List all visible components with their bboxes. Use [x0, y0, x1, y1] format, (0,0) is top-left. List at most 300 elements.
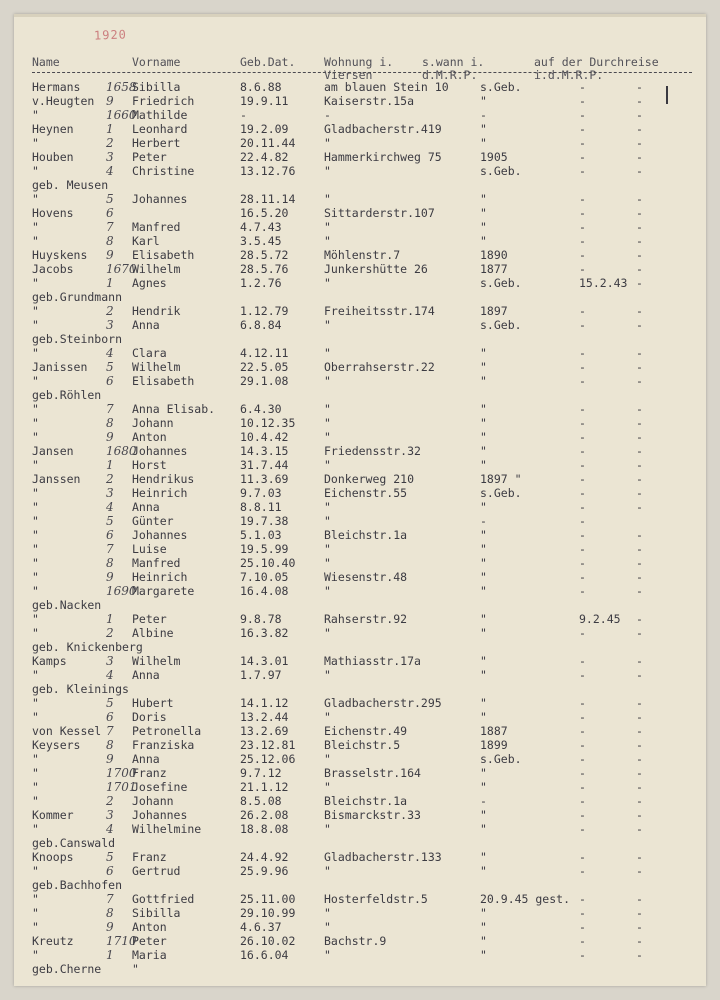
cell-birthdate: 25.11.00: [240, 892, 296, 906]
cell-transit-1: -: [579, 150, 586, 164]
cell-number: 8: [106, 738, 114, 752]
cell-vorname: Johannes: [132, 528, 188, 542]
table-row: [14, 570, 706, 584]
cell-transit-2: -: [636, 584, 643, 598]
cell-vorname: Wilhelm: [132, 654, 181, 668]
cell-transit-2: -: [636, 276, 643, 290]
cell-vorname: Mathilde: [132, 108, 188, 122]
cell-since: s.Geb.: [480, 80, 522, 94]
cell-birthdate: 16.3.82: [240, 626, 289, 640]
cell-transit-1: -: [579, 262, 586, 276]
cell-name: ": [32, 556, 39, 570]
cell-transit-1: -: [579, 570, 586, 584]
table-row: [14, 626, 706, 640]
cell-transit-2: -: [636, 402, 643, 416]
cell-transit-2: -: [636, 822, 643, 836]
cell-address: ": [324, 402, 331, 416]
cell-name: ": [32, 164, 39, 178]
cell-name: Janissen: [32, 360, 88, 374]
cell-transit-2: -: [636, 612, 643, 626]
cell-address: ": [324, 430, 331, 444]
cell-birthdate: 1.7.97: [240, 668, 282, 682]
cell-name: ": [32, 304, 39, 318]
header-underline: [32, 72, 692, 73]
cell-transit-1: -: [579, 696, 586, 710]
cell-address: ": [324, 542, 331, 556]
header-seit-line2: d.M.R.P.: [422, 68, 478, 82]
cell-birthdate: 26.10.02: [240, 934, 296, 948]
cell-since: ": [480, 668, 487, 682]
cell-since: 1877: [480, 262, 508, 276]
cell-number: 1660: [106, 108, 137, 122]
cell-vorname: Anna: [132, 318, 160, 332]
cell-number: 1700: [106, 766, 137, 780]
cell-transit-2: -: [636, 556, 643, 570]
cell-since: ": [480, 374, 487, 388]
cell-address: Bleichstr.5: [324, 738, 401, 752]
cell-vorname: Hubert: [132, 696, 174, 710]
cell-address: ": [324, 752, 331, 766]
cell-birthdate: 8.8.11: [240, 500, 282, 514]
cell-since: ": [480, 864, 487, 878]
cell-vorname: Sibilla: [132, 80, 181, 94]
cell-transit-2: -: [636, 458, 643, 472]
table-row: [14, 850, 706, 864]
cell-vorname: Elisabeth: [132, 248, 195, 262]
table-row: [14, 122, 706, 136]
cell-name: Keysers: [32, 738, 81, 752]
cell-since: ": [480, 780, 487, 794]
table-row: [14, 584, 706, 598]
cell-since: s.Geb.: [480, 164, 522, 178]
cell-birthdate: 4.12.11: [240, 346, 289, 360]
cell-transit-2: -: [636, 318, 643, 332]
cell-vorname: Heinrich: [132, 570, 188, 584]
cell-birthdate: 14.3.15: [240, 444, 289, 458]
cell-since: ": [480, 360, 487, 374]
cell-name: ": [32, 892, 39, 906]
cell-transit-2: -: [636, 444, 643, 458]
cell-transit-1: -: [579, 444, 586, 458]
cell-transit-1: -: [579, 514, 586, 528]
cell-since: s.Geb.: [480, 276, 522, 290]
table-row: [14, 262, 706, 276]
cell-birthdate: 9.7.03: [240, 486, 282, 500]
cell-since: ": [480, 444, 487, 458]
cell-transit-1: -: [579, 318, 586, 332]
table-row: [14, 528, 706, 542]
cell-name: Kamps: [32, 654, 67, 668]
cell-number: 5: [106, 514, 114, 528]
cell-transit-1: -: [579, 752, 586, 766]
cell-transit-2: -: [636, 262, 643, 276]
cell-birthdate: 13.2.69: [240, 724, 289, 738]
cell-number: 9: [106, 752, 114, 766]
cell-address: ": [324, 920, 331, 934]
cell-address: Oberrahserstr.22: [324, 360, 435, 374]
table-row: [14, 934, 706, 948]
cell-number: 7: [106, 220, 114, 234]
header-wohnung-line2: Viersen: [324, 68, 373, 82]
cell-vorname: Herbert: [132, 136, 181, 150]
cell-address: Gladbacherstr.133: [324, 850, 442, 864]
cell-number: 5: [106, 192, 114, 206]
cell-transit-2: -: [636, 906, 643, 920]
cell-transit-2: -: [636, 500, 643, 514]
cell-transit-1: -: [579, 948, 586, 962]
cell-vorname: Anna: [132, 668, 160, 682]
cell-vorname: Anton: [132, 920, 167, 934]
cell-vorname: Johann: [132, 416, 174, 430]
cell-transit-2: -: [636, 892, 643, 906]
cell-vorname: Franz: [132, 766, 167, 780]
cell-birthdate: 6.4.30: [240, 402, 282, 416]
cell-address: ": [324, 276, 331, 290]
cell-name: Janssen: [32, 472, 81, 486]
cell-since: ": [480, 906, 487, 920]
cell-number: 7: [106, 892, 114, 906]
cell-name: ": [32, 948, 39, 962]
cell-number: 1680: [106, 444, 137, 458]
cell-since: ": [480, 766, 487, 780]
cell-vorname: Luise: [132, 542, 167, 556]
cell-vorname: Horst: [132, 458, 167, 472]
cell-address: Mathiasstr.17a: [324, 654, 421, 668]
cell-transit-2: -: [636, 234, 643, 248]
table-row: [14, 220, 706, 234]
table-row: [14, 752, 706, 766]
cell-transit-1: 9.2.45: [579, 612, 621, 626]
cell-since: -: [480, 794, 487, 808]
cell-address: Hosterfeldstr.5: [324, 892, 428, 906]
cell-vorname: Wilhelmine: [132, 822, 202, 836]
cell-since: 1899: [480, 738, 508, 752]
cell-transit-2: -: [636, 920, 643, 934]
cell-number: 8: [106, 556, 114, 570]
cell-transit-2: -: [636, 416, 643, 430]
cell-name: Houben: [32, 150, 74, 164]
cell-address: Hammerkirchweg 75: [324, 150, 442, 164]
cell-transit-2: -: [636, 136, 643, 150]
document-sheet: [14, 14, 706, 986]
cell-address: Gladbacherstr.295: [324, 696, 442, 710]
cell-transit-1: -: [579, 80, 586, 94]
cell-transit-1: -: [579, 864, 586, 878]
cell-transit-1: -: [579, 668, 586, 682]
cell-number: 3: [106, 150, 114, 164]
cell-transit-1: -: [579, 500, 586, 514]
cell-address: ": [324, 318, 331, 332]
cell-address: ": [324, 710, 331, 724]
table-row: [14, 906, 706, 920]
table-row: [14, 248, 706, 262]
cell-transit-1: -: [579, 738, 586, 752]
cell-number: 9: [106, 430, 114, 444]
cell-transit-1: -: [579, 192, 586, 206]
cell-vorname: Franziska: [132, 738, 195, 752]
cell-name: Huyskens: [32, 248, 88, 262]
cell-since: ": [480, 654, 487, 668]
cell-name: ": [32, 794, 39, 808]
cell-birthdate: 19.7.38: [240, 514, 289, 528]
cell-birthdate: 5.1.03: [240, 528, 282, 542]
cell-address: Donkerweg 210: [324, 472, 415, 486]
cell-birthdate: 19.9.11: [240, 94, 289, 108]
cell-transit-2: -: [636, 374, 643, 388]
cell-since: ": [480, 122, 487, 136]
cell-transit-2: -: [636, 808, 643, 822]
cell-birthdate: 25.12.06: [240, 752, 296, 766]
cell-since: 1905: [480, 150, 508, 164]
cell-since: ": [480, 934, 487, 948]
cell-number: 4: [106, 346, 114, 360]
cell-vorname: Anna: [132, 752, 160, 766]
header-durchreise-line1: auf der Durchreise: [534, 55, 659, 69]
cell-vorname: Manfred: [132, 220, 181, 234]
cell-name: ": [32, 458, 39, 472]
cell-birthdate: 23.12.81: [240, 738, 296, 752]
cell-number: 3: [106, 486, 114, 500]
cell-number: 2: [106, 626, 114, 640]
cell-since: ": [480, 556, 487, 570]
table-row: [14, 542, 706, 556]
cell-transit-2: -: [636, 668, 643, 682]
maiden-name-row: [14, 836, 706, 850]
cell-name: ": [32, 766, 39, 780]
cell-transit-1: -: [579, 906, 586, 920]
cell-since: ": [480, 346, 487, 360]
cell-transit-1: -: [579, 780, 586, 794]
cell-number: 3: [106, 654, 114, 668]
cell-vorname: Johannes: [132, 808, 188, 822]
cell-ditto: ": [132, 962, 139, 976]
cell-transit-1: -: [579, 206, 586, 220]
cell-birthdate: 22.4.82: [240, 150, 289, 164]
cell-name: Hermans: [32, 80, 81, 94]
cell-address: ": [324, 626, 331, 640]
cell-transit-2: -: [636, 192, 643, 206]
cell-transit-1: -: [579, 220, 586, 234]
cell-address: Wiesenstr.48: [324, 570, 408, 584]
cell-transit-1: -: [579, 710, 586, 724]
cell-birthdate: 19.5.99: [240, 542, 289, 556]
cell-name: geb.Grundmann: [32, 290, 123, 304]
cell-since: 1897 ": [480, 472, 522, 486]
cell-transit-1: -: [579, 360, 586, 374]
cell-transit-1: -: [579, 234, 586, 248]
cell-vorname: Leonhard: [132, 122, 188, 136]
register-rows: [14, 80, 706, 976]
table-row: [14, 108, 706, 122]
maiden-name-row: [14, 962, 706, 976]
table-row: [14, 206, 706, 220]
cell-vorname: Margarete: [132, 584, 195, 598]
cell-transit-2: -: [636, 864, 643, 878]
cell-vorname: Maria: [132, 948, 167, 962]
cell-number: 7: [106, 724, 114, 738]
table-row: [14, 402, 706, 416]
cell-birthdate: 1.2.76: [240, 276, 282, 290]
cell-birthdate: 28.11.14: [240, 192, 296, 206]
maiden-name-row: [14, 598, 706, 612]
cell-address: Sittarderstr.107: [324, 206, 435, 220]
cell-number: 1: [106, 612, 114, 626]
cell-name: ": [32, 416, 39, 430]
cell-since: ": [480, 430, 487, 444]
cell-since: ": [480, 402, 487, 416]
cell-since: ": [480, 696, 487, 710]
cell-number: 8: [106, 416, 114, 430]
cell-name: ": [32, 822, 39, 836]
cell-name: Heynen: [32, 122, 74, 136]
cell-name: ": [32, 220, 39, 234]
cell-number: 2: [106, 304, 114, 318]
cell-address: ": [324, 220, 331, 234]
cell-number: 2: [106, 794, 114, 808]
cell-vorname: Peter: [132, 934, 167, 948]
cell-transit-1: -: [579, 374, 586, 388]
cell-transit-2: -: [636, 570, 643, 584]
cell-transit-2: -: [636, 80, 643, 94]
cell-number: 7: [106, 542, 114, 556]
table-row: [14, 556, 706, 570]
table-row: [14, 318, 706, 332]
cell-since: ": [480, 808, 487, 822]
cell-since: ": [480, 612, 487, 626]
cell-birthdate: 4.6.37: [240, 920, 282, 934]
cell-since: 1887: [480, 724, 508, 738]
cell-vorname: Franz: [132, 850, 167, 864]
cell-address: ": [324, 374, 331, 388]
cell-address: Bleichstr.1a: [324, 528, 408, 542]
cell-since: ": [480, 206, 487, 220]
cell-name: ": [32, 346, 39, 360]
cell-name: Kreutz: [32, 934, 74, 948]
cell-transit-1: -: [579, 542, 586, 556]
cell-transit-1: -: [579, 528, 586, 542]
table-row: [14, 808, 706, 822]
cell-transit-1: -: [579, 430, 586, 444]
cell-transit-1: -: [579, 248, 586, 262]
cell-vorname: Johannes: [132, 192, 188, 206]
cell-address: Rahserstr.92: [324, 612, 408, 626]
cell-birthdate: 19.2.09: [240, 122, 289, 136]
cell-name: geb.Steinborn: [32, 332, 123, 346]
maiden-name-row: [14, 388, 706, 402]
table-row: [14, 94, 706, 108]
table-row: [14, 304, 706, 318]
cell-name: geb.Cherne: [32, 962, 102, 976]
cell-transit-2: -: [636, 752, 643, 766]
cell-name: Jansen: [32, 444, 74, 458]
cell-transit-2: -: [636, 794, 643, 808]
table-row: [14, 136, 706, 150]
cell-number: 7: [106, 402, 114, 416]
cell-name: Jacobs: [32, 262, 74, 276]
cell-number: 4: [106, 164, 114, 178]
cell-name: ": [32, 920, 39, 934]
cell-name: ": [32, 542, 39, 556]
table-row: [14, 668, 706, 682]
table-row: [14, 864, 706, 878]
maiden-name-row: [14, 640, 706, 654]
cell-transit-2: -: [636, 738, 643, 752]
cell-number: 3: [106, 318, 114, 332]
cell-birthdate: 4.7.43: [240, 220, 282, 234]
cell-birthdate: 29.1.08: [240, 374, 289, 388]
cell-birthdate: 13.12.76: [240, 164, 296, 178]
cell-birthdate: 6.8.84: [240, 318, 282, 332]
cell-name: ": [32, 276, 39, 290]
cell-birthdate: 25.10.40: [240, 556, 296, 570]
cell-since: ": [480, 416, 487, 430]
cell-name: ": [32, 668, 39, 682]
table-row: [14, 374, 706, 388]
cell-address: Junkershütte 26: [324, 262, 428, 276]
cell-vorname: Hendrik: [132, 304, 181, 318]
table-row: [14, 780, 706, 794]
cell-address: ": [324, 500, 331, 514]
cell-name: ": [32, 584, 39, 598]
cell-birthdate: 20.11.44: [240, 136, 296, 150]
table-row: [14, 710, 706, 724]
cell-name: ": [32, 234, 39, 248]
cell-birthdate: 3.5.45: [240, 234, 282, 248]
cell-address: ": [324, 780, 331, 794]
cell-name: ": [32, 192, 39, 206]
cell-address: ": [324, 458, 331, 472]
table-row: [14, 920, 706, 934]
table-row: [14, 164, 706, 178]
cell-birthdate: 29.10.99: [240, 906, 296, 920]
cell-transit-2: -: [636, 780, 643, 794]
cell-transit-2: -: [636, 150, 643, 164]
cell-vorname: Josefine: [132, 780, 188, 794]
cell-transit-1: -: [579, 584, 586, 598]
cell-address: ": [324, 864, 331, 878]
cell-transit-2: -: [636, 486, 643, 500]
cell-since: ": [480, 220, 487, 234]
cell-birthdate: 22.5.05: [240, 360, 289, 374]
cell-address: ": [324, 346, 331, 360]
cell-since: s.Geb.: [480, 752, 522, 766]
cell-vorname: Anna: [132, 500, 160, 514]
cell-transit-1: -: [579, 794, 586, 808]
cell-name: ": [32, 318, 39, 332]
cell-address: Gladbacherstr.419: [324, 122, 442, 136]
cell-transit-2: -: [636, 346, 643, 360]
cell-since: ": [480, 850, 487, 864]
cell-birthdate: 21.1.12: [240, 780, 289, 794]
cell-since: ": [480, 710, 487, 724]
cell-transit-1: -: [579, 486, 586, 500]
table-row: [14, 738, 706, 752]
cell-transit-1: -: [579, 416, 586, 430]
cell-transit-2: -: [636, 724, 643, 738]
cell-name: geb. Kleinings: [32, 682, 129, 696]
cell-transit-1: -: [579, 626, 586, 640]
cell-number: 1: [106, 276, 114, 290]
cell-number: 4: [106, 822, 114, 836]
cell-vorname: Christine: [132, 164, 195, 178]
cell-address: am blauen Stein 10: [324, 80, 449, 94]
cell-address: -: [324, 108, 331, 122]
maiden-name-row: [14, 290, 706, 304]
cell-since: ": [480, 948, 487, 962]
cell-birthdate: 7.10.05: [240, 570, 289, 584]
cell-since: ": [480, 626, 487, 640]
cell-transit-2: -: [636, 248, 643, 262]
